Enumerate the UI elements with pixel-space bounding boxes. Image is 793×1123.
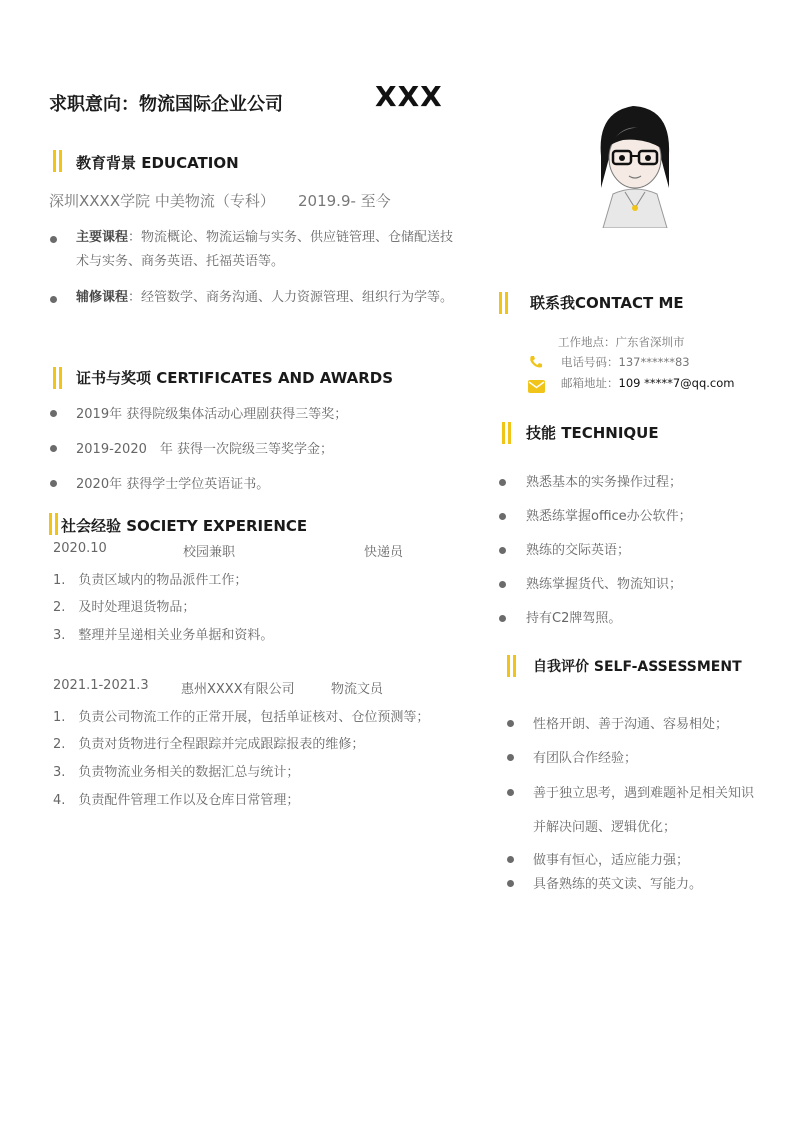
certificate-item: 2020年 获得学士学位英语证书。 xyxy=(76,477,270,492)
self-item: 善于独立思考，遇到难题补足相关知识并解决问题、逻辑优化； xyxy=(533,786,755,835)
main-courses-text: ：物流概论、物流运输与实务、供应链管理、仓储配送技术与实务、商务英语、托福英语等。 xyxy=(76,230,454,269)
email-label: 邮箱地址： xyxy=(561,376,619,390)
avatar-illustration xyxy=(583,96,687,228)
job-duty: 1. 负责区域内的物品派件工作； xyxy=(53,573,248,588)
minor-courses-label: 辅修课程 xyxy=(76,290,129,305)
section-marker-icon xyxy=(502,422,511,444)
self-item: 有团队合作经验； xyxy=(533,751,638,766)
job-org: 校园兼职 xyxy=(183,545,236,560)
job-duty: 3. 负责物流业务相关的数据汇总与统计； xyxy=(53,765,300,780)
main-courses xyxy=(76,226,454,274)
section-marker-icon xyxy=(499,292,508,314)
bullet-icon xyxy=(507,720,514,727)
mail-icon xyxy=(528,378,545,391)
job-org: 惠州XXXX有限公司 xyxy=(181,682,295,697)
education-title: 教育背景 EDUCATION xyxy=(76,154,239,172)
avatar xyxy=(583,96,687,228)
experience-title: 社会经验 SOCIETY EXPERIENCE xyxy=(61,517,308,535)
section-marker-icon xyxy=(53,150,62,172)
bullet-icon xyxy=(507,880,514,887)
education-school: 深圳XXXX学院 中美物流（专科） xyxy=(49,192,275,210)
bullet-icon xyxy=(50,445,57,452)
skill-item: 熟练掌握货代、物流知识； xyxy=(526,577,683,592)
self-title: 自我评价 SELF-ASSESSMENT xyxy=(533,659,742,675)
education-period: 2019.9- 至今 xyxy=(298,192,391,210)
job-duty: 2. 负责对货物进行全程跟踪并完成跟踪报表的维修； xyxy=(53,737,365,752)
bullet-icon xyxy=(50,296,57,303)
job-duty: 1. 负责公司物流工作的正常开展，包括单证核对、仓位预测等； xyxy=(53,710,430,725)
skill-item: 熟悉练掌握office办公软件； xyxy=(526,509,692,524)
bullet-icon xyxy=(50,480,57,487)
contact-phone: 电话号码：137******83 xyxy=(561,355,690,369)
job-duty: 2. 及时处理退货物品； xyxy=(53,600,196,615)
contact-location: 工作地点：广东省深圳市 xyxy=(558,335,685,349)
job-role: 物流文员 xyxy=(331,682,384,697)
self-item: 性格开朗、善于沟通、容易相处； xyxy=(533,717,729,732)
contact-email xyxy=(561,375,735,391)
skill-item: 熟练的交际英语； xyxy=(526,543,631,558)
bullet-icon xyxy=(507,789,514,796)
bullet-icon xyxy=(507,856,514,863)
bullet-icon xyxy=(50,236,57,243)
certificate-item: 2019-2020 年 获得一次院级三等奖学金； xyxy=(76,442,333,457)
bullet-icon xyxy=(507,754,514,761)
section-marker-icon xyxy=(53,367,62,389)
job-date: 2020.10 xyxy=(53,541,107,556)
minor-courses-text: ：经管数学、商务沟通、人力资源管理、组织行为学等。 xyxy=(128,290,454,305)
skill-item: 持有C2牌驾照。 xyxy=(526,611,622,626)
main-courses-label: 主要课程 xyxy=(76,230,129,245)
bullet-icon xyxy=(499,513,506,520)
minor-courses xyxy=(76,286,454,310)
candidate-name: XXX xyxy=(375,80,443,113)
certificate-item: 2019年 获得院级集体活动心理剧获得三等奖； xyxy=(76,407,348,422)
bullet-icon xyxy=(499,547,506,554)
self-item: 做事有恒心，适应能力强； xyxy=(533,853,690,868)
bullet-icon xyxy=(50,410,57,417)
certificates-title: 证书与奖项 CERTIFICATES AND AWARDS xyxy=(76,369,394,387)
job-duty: 4. 负责配件管理工作以及仓库日常管理； xyxy=(53,793,300,808)
job-date: 2021.1-2021.3 xyxy=(53,678,149,693)
bullet-icon xyxy=(499,581,506,588)
section-marker-icon xyxy=(507,655,516,677)
bullet-icon xyxy=(499,479,506,486)
skills-title: 技能 TECHNIQUE xyxy=(526,424,659,442)
contact-title: 联系我CONTACT ME xyxy=(530,294,684,312)
section-marker-icon xyxy=(49,513,58,535)
job-duty: 3. 整理并呈递相关业务单据和资料。 xyxy=(53,628,274,643)
job-objective: 求职意向：物流国际企业公司 xyxy=(49,94,283,115)
phone-icon xyxy=(528,354,544,370)
email-value: 109 *****7@qq.com xyxy=(618,376,735,390)
job-role: 快递员 xyxy=(364,545,404,560)
self-item: 具备熟练的英文读、写能力。 xyxy=(533,877,703,892)
skill-item: 熟悉基本的实务操作过程； xyxy=(526,475,683,490)
bullet-icon xyxy=(499,615,506,622)
